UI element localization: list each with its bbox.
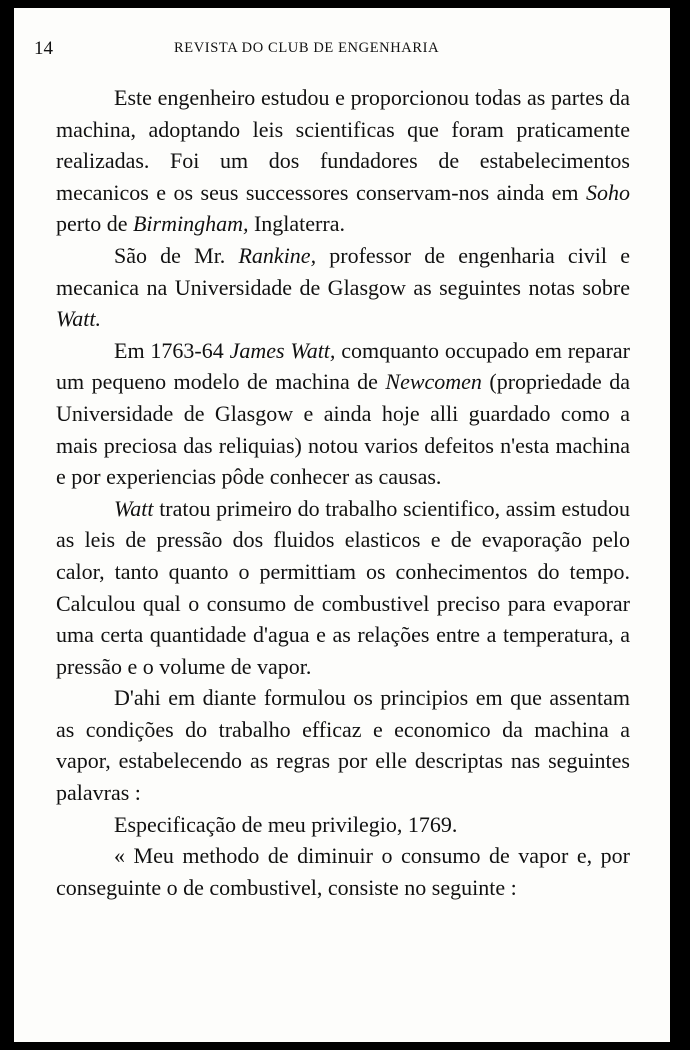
paragraph-1: Este engenheiro estudou e proporcionou todas as partes da machina, adoptando leis scientificas que foram praticamente realizadas. Foi um dos fundadores de estabelecimentos mecanicos e os seus successores conservam-nos ainda em Soho perto de Birmingham, Inglaterra. bbox=[56, 85, 630, 237]
paragraph-3: Em 1763-64 James Watt, comquanto occupado em reparar um pequeno modelo de machina de Newcomen (propriedade da Universidade de Glasgow e ainda hoje alli guardado como a mais preciosa das reliquias) notou varios defeitos n'esta machina e por experiencias pôde conhecer as causas. bbox=[56, 337, 630, 490]
paragraph-6: Especificação de meu privilegio, 1769. bbox=[114, 811, 458, 837]
paragraph-7: « Meu methodo de diminuir o consumo de vapor e, por conseguinte o de combustivel, consiste no seguinte : bbox=[56, 843, 630, 900]
page-header bbox=[14, 38, 670, 62]
book-page bbox=[14, 8, 670, 1042]
page-number: 14 bbox=[34, 38, 53, 59]
paragraph-2: São de Mr. Rankine, professor de engenharia civil e mecanica na Universidade de Glasgow as seguintes notas sobre Watt. bbox=[56, 242, 630, 332]
paragraph-5: D'ahi em diante formulou os principios em que assentam as condições do trabalho efficaz e economico da machina a vapor, estabelecendo as regras por elle descriptas nas seguintes palavras : bbox=[56, 685, 630, 806]
paragraph-4: Watt tratou primeiro do trabalho scientifico, assim estudou as leis de pressão dos fluidos elasticos e de evaporação pelo calor, tanto quanto o permittiam os conhecimentos do tempo. Calculou qual o consumo de combustivel preciso para evaporar uma certa quantidade d'agua e as relações entre a temperatura, a pressão e o volume de vapor. bbox=[56, 495, 630, 679]
body-text bbox=[56, 82, 630, 903]
running-title: REVISTA DO CLUB DE ENGENHARIA bbox=[174, 40, 440, 56]
